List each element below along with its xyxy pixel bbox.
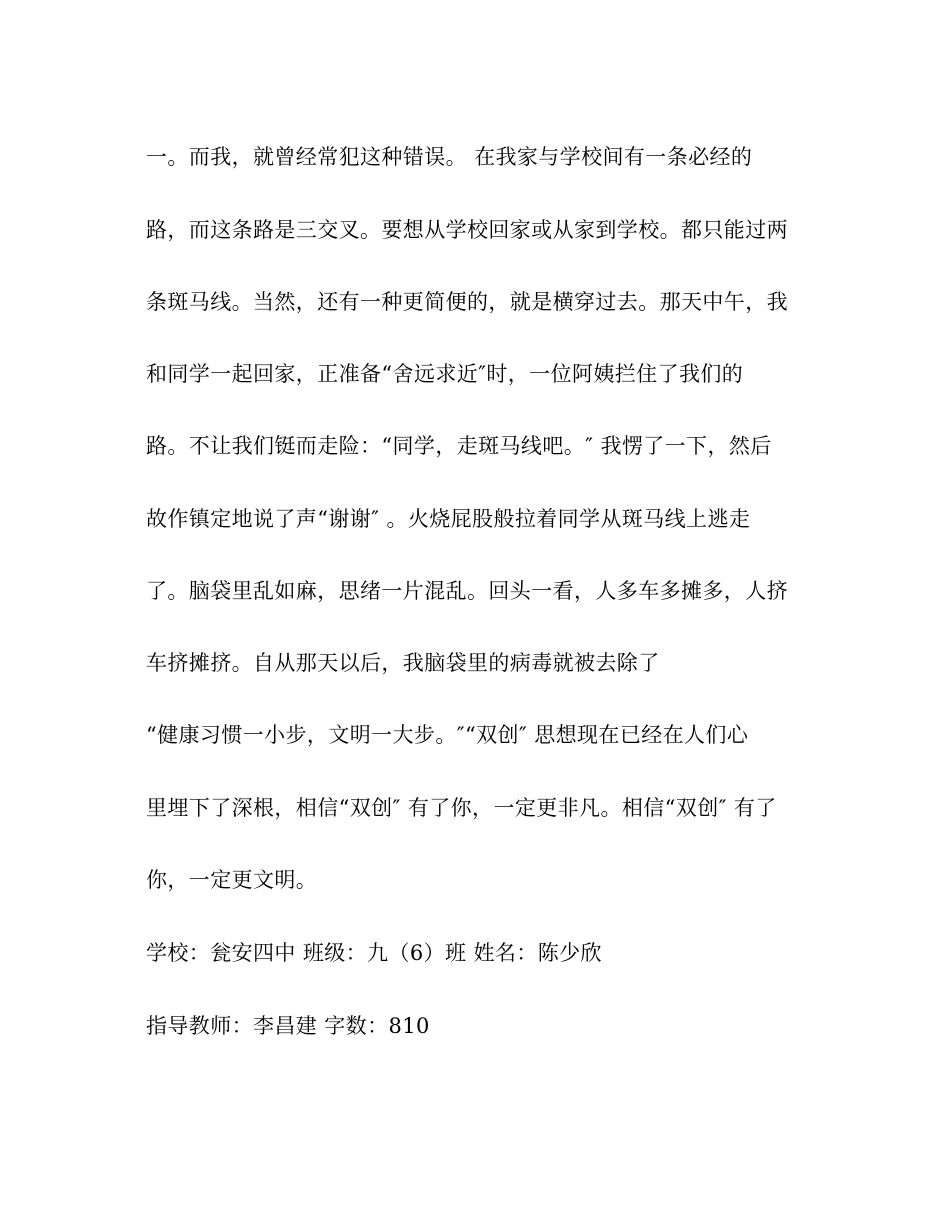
text-line-1: 一。而我，就曾经常犯这种错误。 在我家与学校间有一条必经的 bbox=[146, 145, 753, 169]
text-line-5: 路。不让我们铤而走险：“同学，走斑马线吧。″ 我愣了一下，然后 bbox=[146, 434, 772, 458]
teacher-wordcount-line: 指导教师：李昌建 字数：810 bbox=[146, 1014, 430, 1038]
text-line-2: 路，而这条路是三交叉。要想从学校回家或从家到学校。都只能过两 bbox=[146, 218, 788, 242]
text-line-4: 和同学一起回家，正准备“舍远求近″时，一位阿姨拦住了我们的 bbox=[146, 362, 744, 386]
text-line-7: 了。脑袋里乱如麻，思绪一片混乱。回头一看，人多车多摊多，人挤 bbox=[146, 579, 788, 603]
text-line-8: 车挤摊挤。自从那天以后，我脑袋里的病毒就被去除了 bbox=[146, 651, 660, 675]
text-line-3: 条斑马线。当然，还有一种更简便的，就是横穿过去。那天中午，我 bbox=[146, 290, 788, 314]
text-line-11: 你，一定更文明。 bbox=[146, 868, 318, 892]
text-line-6: 故作镇定地说了声“谢谢″ 。火烧屁股般拉着同学从斑马线上逃走 bbox=[146, 507, 751, 531]
author-info-line: 学校：瓮安四中 班级：九（6）班 姓名：陈少欣 bbox=[146, 941, 602, 965]
text-line-9: “健康习惯一小步，文明一大步。″“双创″ 思想现在已经在人们心 bbox=[146, 723, 749, 747]
text-line-10: 里埋下了深根，相信“双创″ 有了你，一定更非凡。相信“双创″ 有了 bbox=[146, 796, 777, 820]
